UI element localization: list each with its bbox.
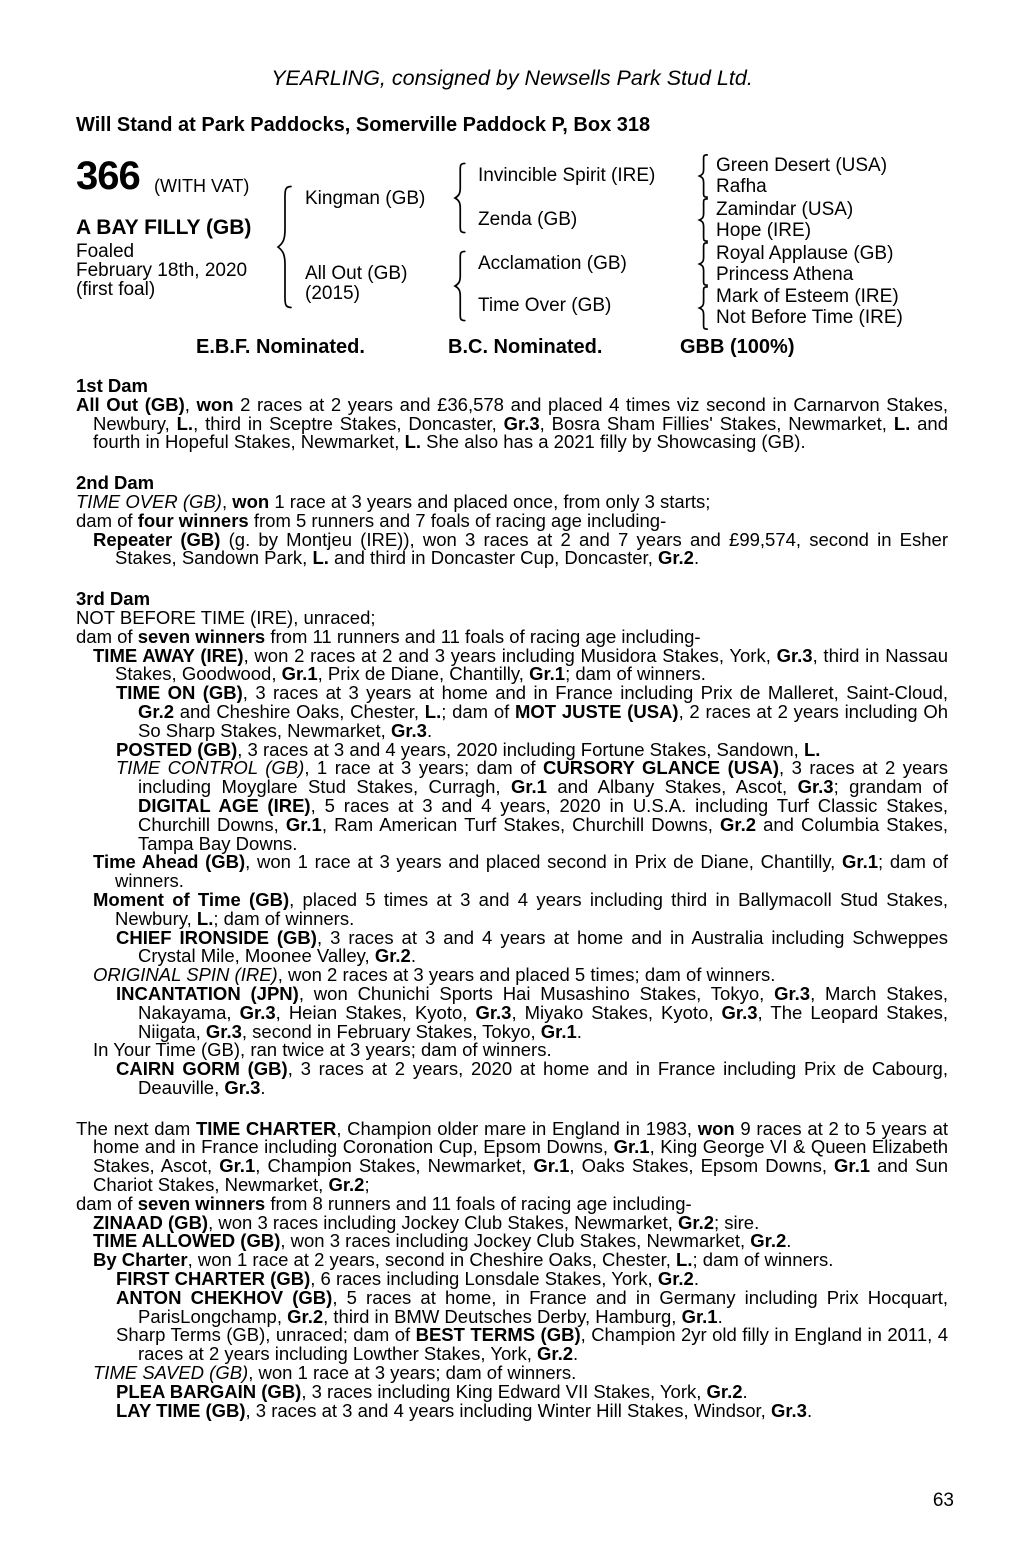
pedigree-paragraph: ZINAAD (GB), won 3 races including Jockey Club Stakes, Newmarket, Gr.2; sire. xyxy=(93,1211,760,1233)
foaled-label: Foaled xyxy=(76,241,135,262)
bc-nomination: B.C. Nominated. xyxy=(448,336,603,358)
foaled-date: February 18th, 2020 xyxy=(76,260,248,281)
page-title: YEARLING, consigned by Newsells Park Stud Ltd. xyxy=(271,66,753,90)
dam-sections xyxy=(76,377,948,1420)
pedigree-paragraph: dam of four winners from 5 runners and 7 foals of racing age including- xyxy=(76,509,667,531)
pedigree-paragraph: Time Ahead (GB), won 1 race at 3 years and placed second in Prix de Diane, Chantilly, Gr.1; dam of winners. xyxy=(93,851,948,892)
pedigree-paragraph: In Your Time (GB), ran twice at 3 years; dam of winners. xyxy=(93,1039,552,1061)
pedigree-brace-icon xyxy=(697,242,709,286)
gbb-nomination: GBB (100%) xyxy=(680,336,795,358)
pedigree-paragraph: By Charter, won 1 race at 2 years, second in Cheshire Oaks, Chester, L.; dam of winners. xyxy=(93,1249,834,1271)
pedigree-paragraph: TIME SAVED (GB), won 1 race at 3 years; dam of winners. xyxy=(93,1362,577,1384)
dam-section-heading: 3rd Dam xyxy=(76,588,151,610)
pedigree-paragraph: TIME OVER (GB), won 1 race at 3 years and placed once, from only 3 starts; xyxy=(76,490,711,512)
pedigree-gen3-name: Mark of Esteem (IRE) xyxy=(716,286,899,307)
sire-name: Kingman (GB) xyxy=(305,188,426,209)
pedigree-gen2-name: Zenda (GB) xyxy=(478,209,578,230)
dam-section xyxy=(76,377,948,452)
lot-number: 366 xyxy=(76,154,140,198)
pedigree-paragraph: TIME ON (GB), 3 races at 3 years at home and in France including Prix de Malleret, Saint-Cloud, Gr.2 and Cheshire Oaks, Chester, L.; dam of MOT JUSTE (USA), 2 races at 2 years including Oh So Sharp Stakes, Newmarket, Gr.3. xyxy=(116,682,948,741)
pedigree-paragraph: INCANTATION (JPN), won Chunichi Sports Hai Musashino Stakes, Tokyo, Gr.3, March Stakes, Nakayama, Gr.3, Heian Stakes, Kyoto, Gr.3, Miyako Stakes, Kyoto, Gr.3, The Leopard Stakes, Niigata, Gr.3, second in February Stakes, Tokyo, Gr.1. xyxy=(116,982,948,1042)
dam-name: All Out (GB) xyxy=(305,263,408,284)
pedigree-paragraph: FIRST CHARTER (GB), 6 races including Lonsdale Stakes, York, Gr.2. xyxy=(116,1268,699,1290)
dam-section xyxy=(76,1117,949,1421)
dam-section-heading: 2nd Dam xyxy=(76,472,155,494)
pedigree-paragraph: ANTON CHEKHOV (GB), 5 races at home, in France and in Germany including Prix Hocquart, ParisLongchamp, Gr.2, third in BMW Deutsches Derby, Hamburg, Gr.1. xyxy=(116,1286,948,1327)
pedigree-paragraph: Repeater (GB) (g. by Montjeu (IRE)), won 3 races at 2 and 7 years and £99,574, second in Esher Stakes, Sandown Park, L. and third in Doncaster Cup, Doncaster, Gr.2. xyxy=(93,528,949,569)
pedigree-paragraph: Moment of Time (GB), placed 5 times at 3 and 4 years including third in Ballymacoll Stud Stakes, Newbury, L.; dam of winners. xyxy=(93,888,948,929)
pedigree-paragraph: dam of seven winners from 11 runners and 11 foals of racing age including- xyxy=(76,625,701,647)
pedigree-paragraph: TIME ALLOWED (GB), won 3 races including Jockey Club Stakes, Newmarket, Gr.2. xyxy=(93,1230,792,1252)
ebf-nomination: E.B.F. Nominated. xyxy=(196,336,365,358)
pedigree-brace-icon xyxy=(697,154,709,198)
horse-name: A BAY FILLY (GB) xyxy=(76,216,252,239)
pedigree-gen3-name: Princess Athena xyxy=(716,264,854,285)
pedigree-paragraph: LAY TIME (GB), 3 races at 3 and 4 years including Winter Hill Stakes, Windsor, Gr.3. xyxy=(116,1399,813,1421)
pedigree-brace-icon xyxy=(274,184,294,310)
pedigree-paragraph: CHIEF IRONSIDE (GB), 3 races at 3 and 4 years at home and in Australia including Schweppes Crystal Mile, Moonee Valley, Gr.2. xyxy=(116,926,948,967)
pedigree-gen2-name: Acclamation (GB) xyxy=(478,253,627,274)
pedigree-gen3-name: Rafha xyxy=(716,176,767,197)
dam-section-heading: 1st Dam xyxy=(76,375,148,396)
pedigree-gen3-name: Green Desert (USA) xyxy=(716,155,888,176)
pedigree-gen3-name: Royal Applause (GB) xyxy=(716,243,894,264)
dam-year: (2015) xyxy=(305,283,360,304)
pedigree-gen2-name: Invincible Spirit (IRE) xyxy=(478,165,656,186)
pedigree-brace-icon xyxy=(452,250,467,322)
page-number: 63 xyxy=(932,1490,954,1511)
pedigree-paragraph: All Out (GB), won 2 races at 2 years and £36,578 and placed 4 times viz second in Carnarvon Stakes, Newbury, L., third in Sceptre Stakes, Doncaster, Gr.3, Bosra Sham Fillies' Stakes, Newmarket, L. and fourth in Hopeful Stakes, Newmarket, L. She also has a 2021 filly by Showcasing (GB). xyxy=(76,393,949,453)
pedigree-gen3-name: Zamindar (USA) xyxy=(716,199,854,220)
pedigree-paragraph: The next dam TIME CHARTER, Champion older mare in England in 1983, won 9 races at 2 to 5 years at home and in France including Coronation Cup, Epsom Downs, Gr.1, King George VI & Queen Elizabeth Stakes, Ascot, Gr.1, Champion Stakes, Newmarket, Gr.1, Oaks Stakes, Epsom Downs, Gr.1 and Sun Chariot Stakes, Newmarket, Gr.2; xyxy=(76,1117,949,1196)
pedigree-gen3-name: Not Before Time (IRE) xyxy=(716,307,903,328)
dam-section xyxy=(76,590,948,1098)
pedigree-brace-icon xyxy=(452,162,467,234)
pedigree-brace-icon xyxy=(697,286,709,330)
pedigree-paragraph: NOT BEFORE TIME (IRE), unraced; xyxy=(76,606,376,628)
foal-note: (first foal) xyxy=(76,279,156,300)
pedigree-brace-icon xyxy=(697,198,709,242)
pedigree-paragraph: TIME AWAY (IRE), won 2 races at 2 and 3 years including Musidora Stakes, York, Gr.3, third in Nassau Stakes, Goodwood, Gr.1, Prix de Diane, Chantilly, Gr.1; dam of winners. xyxy=(93,644,948,685)
pedigree-gen2-name: Time Over (GB) xyxy=(478,295,612,316)
pedigree-paragraph: POSTED (GB), 3 races at 3 and 4 years, 2020 including Fortune Stakes, Sandown, L. xyxy=(116,738,821,760)
pedigree-gen3-name: Hope (IRE) xyxy=(716,220,812,241)
dam-section xyxy=(76,474,948,568)
stand-line: Will Stand at Park Paddocks, Somerville Paddock P, Box 318 xyxy=(76,114,651,136)
vat-note: (WITH VAT) xyxy=(154,176,250,196)
pedigree-paragraph: PLEA BARGAIN (GB), 3 races including King Edward VII Stakes, York, Gr.2. xyxy=(116,1380,748,1402)
pedigree-paragraph: TIME CONTROL (GB), 1 race at 3 years; dam of CURSORY GLANCE (USA), 3 races at 2 years including Moyglare Stud Stakes, Curragh, Gr.1 and Albany Stakes, Ascot, Gr.3; grandam of DIGITAL AGE (IRE), 5 races at 3 and 4 years, 2020 in U.S.A. including Turf Classic Stakes, Churchill Downs, Gr.1, Ram American Turf Stakes, Churchill Downs, Gr.2 and Columbia Stakes, Tampa Bay Downs. xyxy=(116,757,948,854)
pedigree-paragraph: dam of seven winners from 8 runners and 11 foals of racing age including- xyxy=(76,1192,692,1214)
pedigree-paragraph: ORIGINAL SPIN (IRE), won 2 races at 3 years and placed 5 times; dam of winners. xyxy=(93,964,776,986)
pedigree-paragraph: CAIRN GORM (GB), 3 races at 2 years, 2020 at home and in France including Prix de Cabourg, Deauville, Gr.3. xyxy=(116,1058,948,1098)
pedigree-paragraph: Sharp Terms (GB), unraced; dam of BEST TERMS (GB), Champion 2yr old filly in England in 2011, 4 races at 2 years including Lowther Stakes, York, Gr.2. xyxy=(116,1324,948,1365)
